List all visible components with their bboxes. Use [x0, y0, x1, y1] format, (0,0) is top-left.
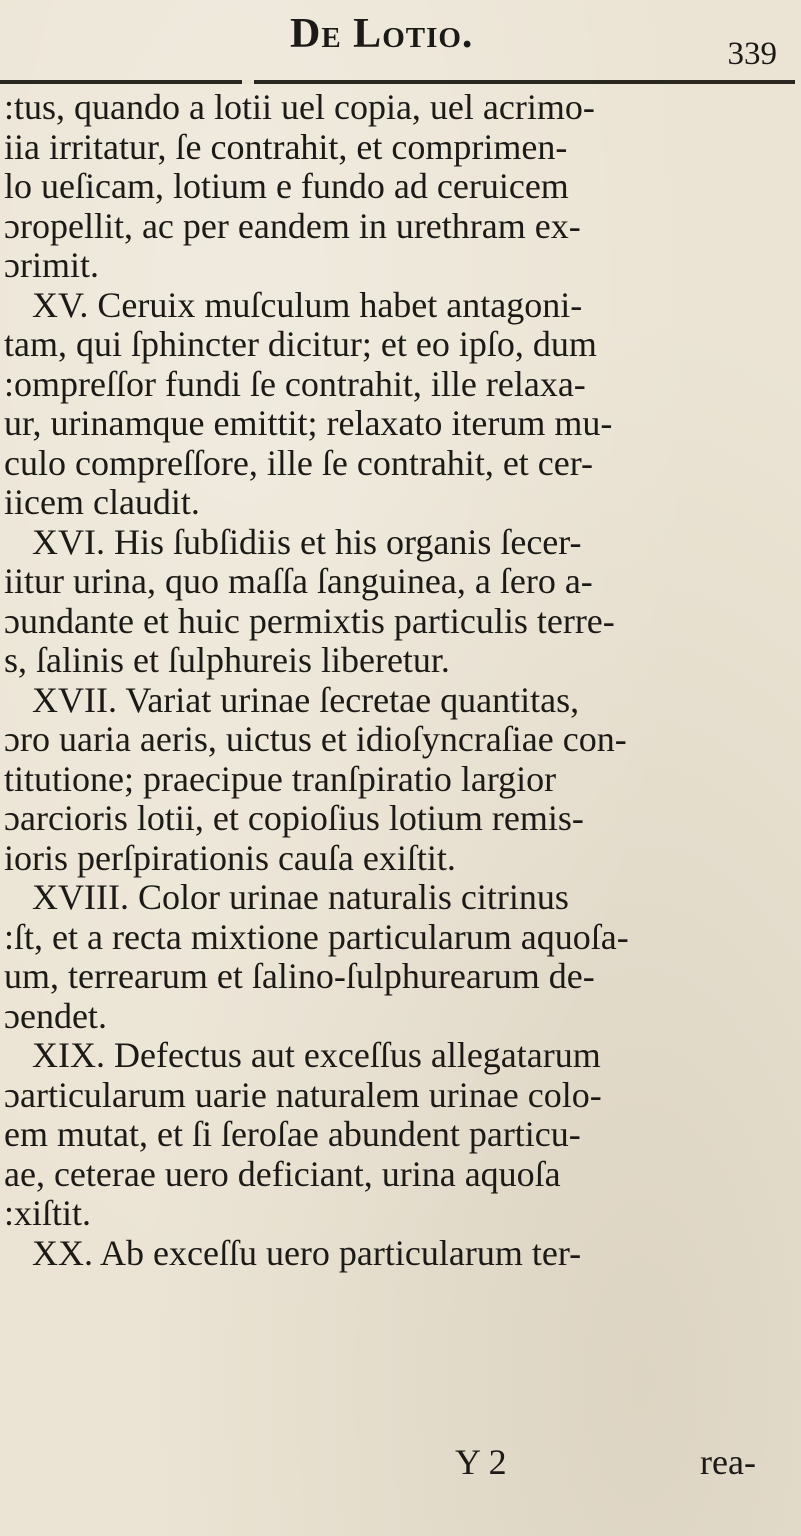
section-heading-xx: XX. Ab exceſſu uero particularum ter- — [32, 1233, 582, 1273]
page-number: 339 — [727, 36, 777, 72]
text-line: s, ſalinis et ſulphureis liberetur. — [4, 641, 450, 680]
text-line: ɔrimit. — [4, 246, 99, 285]
text-line: culo compreſſore, ille ſe contrahit, et cer- — [4, 443, 594, 483]
section-heading-xvi: XVI. His ſubſidiis et his organis ſecer- — [32, 522, 582, 562]
text-line: ɔropellit, ac per eandem in urethram ex- — [4, 206, 581, 246]
text-line: :ſt, et a recta mixtione particularum aquoſa- — [4, 917, 629, 957]
text-line: ɔundante et huic permixtis particulis terre- — [4, 601, 615, 641]
header-rule — [0, 80, 795, 84]
text-line: um, terrearum et ſalino-ſulphurearum de- — [4, 957, 595, 996]
section-heading-xviii: XVIII. Color urinae naturalis citrinus — [32, 878, 569, 917]
text-line: em mutat, et ſi ſeroſae abundent particu- — [4, 1115, 581, 1154]
text-line: lo ueſicam, lotium e fundo ad ceruicem — [4, 167, 569, 206]
text-line: ur, urinamque emittit; relaxato iterum mu- — [4, 404, 613, 443]
text-line: ae, ceterae uero deficiant, urina aquoſa — [4, 1154, 561, 1194]
text-line: ɔarcioris lotii, et copioſius lotium remis- — [4, 799, 584, 838]
text-line: titutione; praecipue tranſpiratio largior — [4, 759, 557, 799]
running-head: De Lotio. — [290, 11, 474, 57]
text-line: tam, qui ſphincter dicitur; et eo ipſo, dum — [4, 325, 597, 364]
body-text — [0, 88, 790, 1273]
text-line: :xiſtit. — [4, 1194, 92, 1233]
section-heading-xv: XV. Ceruix muſculum habet antagoni- — [32, 285, 583, 325]
signature-mark: Y 2 — [455, 1442, 507, 1482]
footer-line — [0, 1442, 790, 1482]
text-line: ɔendet. — [4, 996, 107, 1036]
text-line: :tus, quando a lotii uel copia, uel acrimo- — [4, 88, 595, 127]
text-line: iicem claudit. — [4, 483, 200, 522]
text-line: ɔarticularum uarie naturalem urinae colo- — [4, 1075, 602, 1115]
section-heading-xix: XIX. Defectus aut exceſſus allegatarum — [32, 1036, 601, 1075]
section-heading-xvii: XVII. Variat urinae ſecretae quantitas, — [32, 680, 580, 720]
text-line: ɔro uaria aeris, uictus et idioſyncraſiae con- — [4, 720, 627, 759]
text-line: iia irritatur, ſe contrahit, et comprimen- — [4, 127, 568, 167]
catchword: rea- — [700, 1442, 756, 1482]
text-line: ioris perſpirationis cauſa exiſtit. — [4, 838, 456, 878]
text-line: :ompreſſor fundi ſe contrahit, ille relaxa- — [4, 364, 586, 404]
text-line: iitur urina, quo maſſa ſanguinea, a ſero a- — [4, 562, 593, 601]
